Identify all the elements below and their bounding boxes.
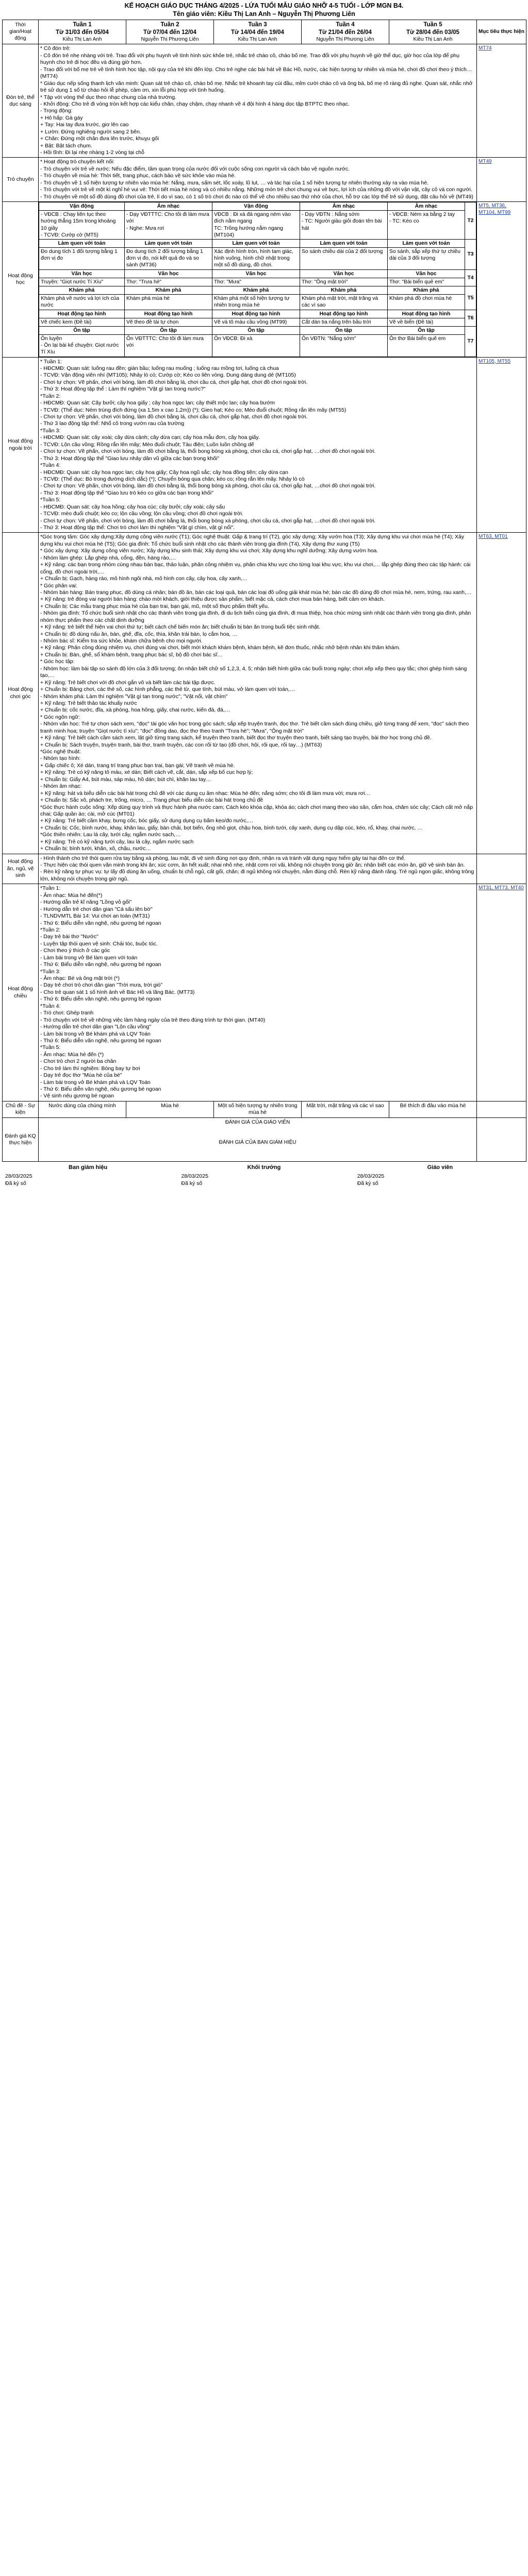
week-1-date: Từ 31/03 đến 05/04 (56, 29, 109, 36)
hdh-body-row (39, 335, 476, 357)
codes-header: Mục tiêu thực hiện (477, 20, 526, 44)
signature-principal-date: 28/03/2025 (5, 1173, 32, 1180)
content-line: + Chuẩn bị: Sắc xô, phách tre, trống, micro, … Trang phục biểu diễn các bài hát trong chủ đề (40, 797, 263, 804)
content-line: - Nhóm làm ghép: Lắp ghép nhà, cổng, đền, hàng rào,… (40, 554, 176, 561)
week-4-teacher: Nguyễn Thị Phương Liên (316, 36, 374, 42)
content-line: - Thứ 6: Biểu diễn văn nghệ, nêu gương bé ngoan (40, 996, 161, 1003)
hdh-subject: Ôn tập (39, 326, 125, 334)
chieu-label: Hoạt động chiều (3, 884, 39, 1101)
hdh-subject: Âm nhạc (388, 202, 465, 211)
content-line: *Tuần 2: (40, 926, 61, 933)
chu-de-week-5: Bé thích đi đâu vào mùa hè (389, 1101, 477, 1117)
content-line: *Góc thiên nhiên: Lau lá cây, tưới cây, ngắm nước sạch,… (40, 832, 181, 838)
hdh-day-tag: T2 (465, 202, 476, 240)
content-line: - Dạy trẻ chơi trò chơi dân gian "Trời mưa, trời gió" (40, 982, 163, 989)
content-line: + Kỹ năng: Trẻ biết cách cầm sách xem, lật giở từng trang sách, kể truyện theo tranh, biết đọc thơ truyện theo tranh, biết sáng tạo truyện, bài thơ học trong chủ đề. (40, 735, 432, 741)
signature-principal-role: Ban giám hiệu (69, 1164, 108, 1171)
week-4-label: Tuần 4 (336, 22, 355, 28)
chu-de-row (3, 1101, 526, 1117)
signature-teacher-role: Giáo viên (427, 1164, 453, 1171)
ngoai-troi-row (3, 357, 526, 533)
week-1-teacher: Kiều Thị Lan Anh (62, 36, 102, 42)
document-title (2, 2, 526, 20)
goc-row (3, 533, 526, 854)
chu-de-week-2: Mùa hè (126, 1101, 214, 1117)
content-line: - Trò chơi: Ghép tranh (40, 1010, 94, 1016)
content-line: + Kỹ năng: Trẻ biết cầm khay, bưng cốc, bóc giấy, sử dụng dụng cụ bấm kẹo/đo nước,… (40, 818, 254, 824)
content-line: - Trò chuyện về một số đồ dùng đồ chơi của trẻ, lí do vì sao, có 1 số trò chơi đc nào có thể về cho nhiều sao thứ nhớ của chơi, hỗ trợ các lớp thể trẻ sử dụng, đặt câu hỏi về (MT49) (40, 193, 473, 200)
hdh-subject: Khám phá (388, 286, 465, 295)
content-line: + Kỹ năng: trẻ biết thể hiện vai chơi thứ tự; biết cách chế biến món ăn; biết chuẩn bị bàn ăn trong buổi tiệc sinh nhật. (40, 624, 321, 631)
hdh-subject: Khám phá (39, 286, 125, 295)
hdh-subject: Làm quen với toán (300, 239, 388, 247)
content-line: - Hướng dẫn trẻ kĩ năng "Lồng vỏ gối" (40, 899, 132, 906)
content-line: - Âm nhạc: Bé và ông mặt trời (*) (40, 975, 120, 982)
content-line: + Kỹ năng: Phân công đúng nhiệm vụ, chơi đúng vai chơi, biết mời khách khám bệnh, khám bệnh, kê đơn thuốc, nhắc nhở bệnh nhân khi thăm khám. (40, 645, 401, 651)
content-line: * Góc ngôn ngữ: (40, 714, 80, 720)
content-line: - Hướng dẫn trẻ chơi dân gian "Cá sấu lên bờ" (40, 906, 153, 912)
content-line: *Góc thực hành cuộc sống: Xếp dùng quy trình và thực hành pha nước cam; Cách kéo khóa cặp, khóa áo; cách chơi mang theo vào sân, cắm hoa, chăm sóc cây; Cách cất mở nắp chai; Gấp quần áo; cài, mở cúc (MT01) (40, 804, 473, 817)
content-line: - Trò chuyện với trẻ về những việc làm hàng ngày của trẻ theo đúng trình tự thời gian. (MT40) (40, 1016, 266, 1023)
hdh-content (39, 202, 477, 357)
content-line: * Góc xây dựng: Xây dựng công viên nước; Xây dựng khu sinh thái; Xây dựng khu vui chơi; Xây dựng khu nghỉ dưỡng; Xây dựng vườn hoa. (40, 548, 378, 554)
an-ngu-content (39, 854, 477, 884)
week-3-teacher: Kiều Thị Lan Anh (238, 36, 277, 42)
hdh-head-row (39, 310, 476, 318)
content-line: + Chân: Đứng một chân đưa lên trước, khuỵu gối (40, 135, 159, 142)
signature-teacher (357, 1164, 523, 1187)
content-line: * Tuần 1: (40, 358, 62, 365)
signature-teacher-date: 28/03/2025 (357, 1173, 385, 1180)
signature-teacher-status: Đã ký số (357, 1180, 378, 1187)
content-line: - TCVĐ: (Thể dục: Ném trúng đích đứng (xa 1,5m x cao 1,2m)) (*); Gieo hạt; Kéo co; Mèo đuổi chuột; Rồng rắn lên mây (MT55) (40, 406, 346, 413)
content-line: - Trò chuyện về 1 số hiện tượng tự nhiên vào mùa hè: Nắng, mưa, sấm sét, lốc xoáy, lũ lụt, … và tác hại của 1 số hiện tượng tự nhiên thường xảy ra vào mùa hè. (40, 179, 429, 186)
week-5-label: Tuần 5 (423, 22, 442, 28)
hdh-activity: Khám phá mặt trời, mặt trăng và các vì sao (300, 295, 388, 310)
content-line: + Chuẩn bị: Bảng chơi, các thẻ số, các hình phẳng, các thẻ từ, que tính, bút màu, vở làm quen với toán,… (40, 686, 295, 693)
week-2-label: Tuần 2 (160, 22, 179, 28)
content-line: - Dạy trẻ đọc thơ "Mùa hè của bé" (40, 1072, 122, 1079)
hdh-body-row (39, 318, 476, 326)
plan-page (0, 0, 528, 1189)
hdh-activity: Ôn VĐCB: Đi xà (212, 335, 300, 357)
don-tre-row (3, 44, 526, 158)
goc-code (477, 533, 526, 854)
tro-chuyen-code (477, 158, 526, 202)
hdh-subject: Khám phá (300, 286, 388, 295)
content-line: * Giáo dục nếp sống thanh lịch văn minh: Quan sát trẻ chào cô, chào bố mẹ. Nhắc trẻ khoanh tay cúi đầu, mỉm cười chào cô và ông bà, bố mẹ rõ ràng đủ nghe. Quan sát, nhắc nhở trẻ sử dụng 1 số từ chào hỏi lễ phép, cảm ơn, xin lỗi phù hợp với tình huống. (40, 80, 473, 94)
hdh-activity: So sánh chiều dài của 2 đối tượng (300, 248, 388, 270)
content-line: - Thực hiện các thói quen văn minh trong khi ăn; xúc cơm, ăn hết xuất; nhai nhỏ nhẹ, nhặt cơm rơi vãi, không nói chuyện trong giờ ăn; nhận biết các món ăn, giữ vệ sinh bàn ăn. (40, 862, 465, 869)
content-line: * Góc học tập: (40, 658, 75, 665)
content-line: - HĐCMĐ: Quan sát: Cây bưởi; cây hoa giấy ; cây hoa ngọc lan; cây thiết mộc lan; cây hoa bướm (40, 400, 275, 406)
hdh-activity: - VĐCB : Chạy liên tục theo hướng thẳng 15m trong khoảng 10 giây - TCVĐ: Cướp cờ (MT5) (39, 211, 125, 240)
an-ngu-label: Hoạt động ăn, ngủ, vệ sinh (3, 854, 39, 884)
hdh-day-tag: T5 (465, 286, 476, 310)
hdh-activity: Thơ: "Mưa" (212, 278, 300, 286)
content-line: - HĐCMĐ: Quan sát: cây hoa hồng; cây hoa cúc; cây bưởi; cây xoài; cây sấu (40, 503, 225, 510)
hdh-subject: Văn học (388, 269, 465, 278)
content-line: *Góc trọng tâm: Góc xây dựng:Xây dựng công viên nước (T1); Góc nghệ thuật: Gấp & trang trí (T2), góc xây dựng; Xây vườn hoa (T3); Xây dựng khu vui chơi mùa hè (T4); Xây dựng khu vui chơi mùa hè (T5); Góc gia đình: Tổ chức buổi sinh nhật cho các thành viên trong gia đình (T4), Xây dựng thư xung (T5) (40, 534, 465, 547)
hdh-activity: Vẽ chiếc kem (Đề tài) (39, 318, 125, 326)
week-4-date: Từ 21/04 đến 26/04 (319, 29, 372, 36)
content-line: *Tuần 3: (40, 968, 61, 975)
hdh-subject: Làm quen với toán (125, 239, 212, 247)
tro-chuyen-label: Trò chuyện (3, 158, 39, 202)
content-line: * Hoạt động trò chuyện kết nối: (40, 159, 115, 165)
content-line: *Tuần 4: (40, 462, 61, 469)
content-line: - Âm nhạc: Mùa hè đến (*) (40, 1051, 104, 1058)
content-line: *Tuần 1: (40, 885, 61, 892)
content-line: + Tay: Hai tay đưa trước, giơ lên cao (40, 122, 129, 128)
hdh-activity: - Dạy VĐTN : Nắng sớm - TC: Người giàu giỏi đoán tên bài hát (300, 211, 388, 240)
signature-head-role: Khối trưởng (247, 1164, 281, 1171)
content-line: - Làm bài trong vở Bé làm quen với toán (40, 954, 138, 961)
content-line: - Chơi tự chọn: Vẽ phấn, chơi với bóng, làm đồ chơi bằng lá, thổi bong bóng xà phòng, chơi cầu cá, chơi gắp hạt, …chơi đồ chơi ngoài trời. (40, 448, 376, 455)
content-line: + Kỹ năng: hát và biểu diễn các bài hát trong chủ đề với các dụng cụ âm nhạc: Mùa hè đến; nắng sớm; cho tôi đi làm mưa với; mưa rơi… (40, 790, 371, 796)
content-line: - Rèn kỹ năng tự phục vụ: tự lấy đồ dùng ăn uống, chuẩn bị chỗ ngủ, cất gối, chăn; đi ngủ không nói chuyện, nằm đúng chỗ. Rèn kỹ năng đánh răng. Trẻ ngủ ngon giấc, không trông lớn, không nói chuyện trong giờ ngủ. (40, 869, 474, 882)
week-3-date: Từ 14/04 đến 19/04 (231, 29, 284, 36)
ngoai-troi-content (39, 357, 477, 533)
ngoai-troi-code-link[interactable]: MT105, MT55 (478, 358, 511, 364)
hdh-activity: Đo dung tích 2 đối tượng bằng 1 đơn vị đo, nói kết quả đo và so sánh (MT36) (125, 248, 212, 270)
content-line: + Chuẩn bị: cốc nước, đĩa, xà phòng, hoa hồng, giấy, chai nước, kiến đá, đá,… (40, 707, 230, 714)
signature-head (181, 1164, 346, 1187)
goc-label: Hoạt động chơi góc (3, 533, 39, 854)
content-line: - HĐCMĐ: Quan sát: cây hoa ngọc lan; cây hoa giấy; Cây hoa ngũ sắc; cây hoa đồng tiền; cây dừa cạn (40, 469, 288, 476)
hdh-activity: Thơ: "Trưa hè" (125, 278, 212, 286)
hdh-row (3, 202, 526, 357)
content-line: - TCVĐ: Vận động viên nhí (MT105); Nhảy lò cò; Cướp cờ; Kéo co liên vòng. Dung dàng dung dẻ (MT105) (40, 372, 296, 379)
content-line: *Tuần 5: (40, 1044, 61, 1051)
content-line: - Hướng dẫn trẻ chơi dân gian "Lộn cầu vồng" (40, 1024, 152, 1030)
hdh-activity: Cắt dán tia nắng trên bầu trời (300, 318, 388, 326)
content-line: + Chuẩn bị: Các mẫu trang phục mùa hè của bạn trai, bạn gái, mũ, một số thực phẩm thiết yếu. (40, 603, 269, 609)
week-3-label: Tuần 3 (248, 22, 267, 28)
tro-chuyen-code-link[interactable]: MT49 (478, 159, 492, 165)
hdh-subject: Hoạt động tạo hình (300, 310, 388, 318)
content-line: * Cô đón trẻ: (40, 45, 71, 52)
hdh-subject: Văn học (212, 269, 300, 278)
content-line: + Kỹ năng: Trẻ biết thảo tác khuấy nước (40, 700, 137, 706)
chieu-code-link[interactable]: MT31, MT73, MT40 (478, 885, 524, 891)
hdh-day-tag: T3 (465, 239, 476, 269)
content-line: + Kỹ năng: trẻ đóng vai người bán hàng: chào mời khách, giới thiệu được sản phẩm, biết mặc cả, cách chơi mua bán hàng, biết cảm ơn khách. (40, 596, 385, 603)
content-line: - Nhóm học: làm bài tập so sánh độ lớn của 3 đối tượng; ôn nhận biết chữ số 1,2,3, 4, 5; nhận biết hình giữa các buổi trong ngày; chơi xếp xếp theo quy tắc; chơi ghép hình sáng tạo,… (40, 665, 467, 679)
hdh-subject: Ôn tập (212, 326, 300, 334)
content-line: - Nhóm gia đình: Tổ chức buổi sinh nhật cho các thành viên trong gia đình, đi du lịch biển cùng gia đình, đi mua thiệp, hoa chúc mừng sinh nhật các thành viên trong gia đình, phân nhóm thực phẩm theo các chất dinh dưỡng (40, 610, 471, 623)
hdh-subject: Vận động (212, 202, 300, 211)
corner-cell: Thời gian/Hoạt động (3, 20, 39, 44)
hdh-subject: Khám phá (212, 286, 300, 295)
goc-content (39, 533, 477, 854)
week-1-label: Tuần 1 (73, 22, 92, 28)
hdh-activity: Ôn VĐTN: "Nắng sớm" (300, 335, 388, 357)
hdh-activity: Khám phá về nước và lợi ích của nước (39, 295, 125, 310)
hdh-activity: So sánh, sắp xếp thứ tự chiều dài của 3 đối tượng (388, 248, 465, 270)
an-ngu-row (3, 854, 526, 884)
tro-chuyen-content (39, 158, 477, 202)
content-line: + Bật: Bật tách chụm. (40, 142, 92, 149)
content-line: - Trò chuyện với trẻ về một kì nghỉ hè vui vẻ: Thời tiết mùa hè nóng và có nhiều nắng. Những món trẻ chơi chung vui vẻ bực, lợi ích của những đồ với vận vật, cây cỏ và con người. (40, 187, 472, 193)
chu-de-label: Chủ đề - Sự kiện (3, 1101, 39, 1117)
hdh-subject: Hoạt động tạo hình (212, 310, 300, 318)
content-line: - Nhóm bác sĩ: Kiểm tra sức khỏe, khám chữa bệnh cho mọi người. (40, 638, 203, 645)
hdh-subject: Khám phá (125, 286, 212, 295)
content-line: - Nhóm bán hàng: Bán trang phục, đồ dùng cá nhân; bán đồ ăn, bán các loại quả, bán các loại đồ uống giải khát mùa hè; bán các đồ dùng đồ chơi mùa hè, nem, trứng, rau xanh,… (40, 589, 472, 596)
hdh-activity: Truyện: "Giọt nước Tí Xíu" (39, 278, 125, 286)
content-line: - Chơi tự chọn: Vẽ phấn, chơi với bóng, làm đồ chơi bằng lá, chơi cầu cá, chơi gắp hạt, chơi đồ chơi ngoài trời. (40, 414, 308, 420)
content-line: - TCVĐ: mèo đuổi chuột; kéo co; lộn cầu vồng; lộn cầu vồng; chơi đồ chơi ngoài trời. (40, 511, 244, 517)
content-line: - Trọng động: (40, 108, 73, 114)
content-line: *Tuần 5: (40, 497, 61, 503)
hdh-subject: Làm quen với toán (39, 239, 125, 247)
hdh-activity: VĐCB : Đi xà đá ngang ném vào đích nằm ngang TC: Trồng hướng nằm ngang (MT104) (212, 211, 300, 240)
content-line: - Chơi tự chọn: Vẽ phấn, chơi với bóng, làm đồ chơi bằng lá, chơi cầu cá, chơi gắp hạt, chơi đồ chơi ngoài trời. (40, 379, 308, 385)
hdh-subject: Văn học (300, 269, 388, 278)
content-line: - Nhóm âm nhạc: (40, 783, 82, 790)
hdh-activity: - Dạy VĐTTTC: Cho tôi đi làm mưa với - Nghe: Mưa rơi (125, 211, 212, 240)
hdh-subject: Âm nhạc (300, 202, 388, 211)
danh-gia-code (477, 1117, 526, 1162)
don-tre-code-link[interactable]: MT74 (478, 45, 492, 52)
danh-gia-row (3, 1117, 526, 1162)
header-row (3, 20, 526, 44)
content-line: - Chơi theo ý thích ở các góc (40, 947, 110, 954)
hdh-subject: Ôn tập (388, 326, 465, 334)
chu-de-week-3: Một số hiện tượng tự nhiên trong mùa hè (214, 1101, 302, 1117)
hdh-subject: Làm quen với toán (388, 239, 465, 247)
content-line: + Gấp chiếc ô; Xé dán, trang trí trang phục bạn trai, bạn gái; Vẽ tranh về mùa hè. (40, 762, 235, 769)
hdh-activity: Vẽ theo đề tài tự chọn (125, 318, 212, 326)
content-line: - Chơi tự chọn: Vẽ phấn, chơi với bóng, làm đồ chơi bằng lá, thổi bong bóng xà phòng, chơi cầu cá, chơi gắp hạt, …chơi đồ chơi ngoài trời. (40, 483, 376, 489)
content-line: + Chuẩn bị: Bàn, ghế, sổ khám bệnh, trang phục bác sĩ, bộ đồ chơi bác sĩ… (40, 651, 223, 658)
week-5-teacher: Kiều Thị Lan Anh (413, 36, 453, 42)
title-line-2: Tên giáo viên: Kiều Thị Lan Anh – Nguyễn Thị Phương Liên (173, 10, 355, 18)
chieu-code (477, 884, 526, 1101)
content-line: - Cho trẻ làm thí nghiệm: Bóng bay tự bơi (40, 1065, 140, 1072)
danh-gia-label: Đánh giá KQ thực hiện (3, 1117, 39, 1162)
hdh-activity: Thơ: "Bài biển quê em" (388, 278, 465, 286)
hdh-subject: Hoạt động tạo hình (388, 310, 465, 318)
content-line: - Làm bài trong vở Bé khám phá và LQV Toán (40, 1079, 151, 1086)
hdh-subject: Hoạt động tạo hình (39, 310, 125, 318)
content-line: - Cho trẻ quan sát 1 số hình ảnh về Bác Hồ và lăng Bác. (MT73) (40, 989, 195, 995)
week-3-header (214, 20, 302, 44)
content-line: - Thứ 3 lao động tập thể: Nhổ cỏ trong vườn rau của trường (40, 420, 185, 427)
hdh-activity: Thơ: "Ông mặt trời" (300, 278, 388, 286)
content-line: + Chuẩn bị: đồ dùng nấu ăn, bàn, ghế, đĩa, cốc, thìa, khăn trải bàn, lọ cắm hoa, … (40, 631, 238, 637)
hdh-schedule-table (39, 202, 476, 357)
content-line: - Thứ 6: Biểu diễn văn nghệ, nêu gương bé ngoan (40, 961, 161, 968)
content-line: - Trao đổi với bố mẹ trẻ về tình hình học tập, nội quy của trẻ khi đến lớp. Cho trẻ nghe các bài hát về Bác Hồ, nước, các hiện tượng tự nhiên và mùa hè, chơi đồ chơi theo ý thích… (MT74) (40, 66, 472, 80)
title-line-1: KẾ HOẠCH GIÁO DỤC THÁNG 4/2025 - LỨA TUỔI MẪU GIÁO NHỠ 4-5 TUỔI - LỚP MGN B4. (124, 2, 404, 9)
content-line: - Hình thành cho trẻ thói quen rửa tay bằng xà phòng, lau mặt, đi vệ sinh đúng nơi quy định, nhận ra và tránh vật dụng nguy hiểm gây tai hại đến cơ thể. (40, 855, 406, 861)
week-4-header (302, 20, 389, 44)
content-line: - Nhóm khám phá: Làm thí nghiệm "Vật gì tan trong nước"; "Vật nổi, vật chìm" (40, 693, 228, 700)
week-5-header (389, 20, 477, 44)
chu-de-week-1: Nước dùng của chúng mình (39, 1101, 126, 1117)
hdh-day-tag: T4 (465, 269, 476, 286)
content-line: + Kỹ năng: Trẻ biết chơi với đồ chơi gắn vô và biết làm các bài tập được. (40, 679, 216, 686)
hdh-activity: Ôn thơ Bài biển quê em (388, 335, 465, 357)
hdh-body-row (39, 211, 476, 240)
ngoai-troi-code (477, 357, 526, 533)
hdh-head-row (39, 286, 476, 295)
hdh-body-row (39, 295, 476, 310)
content-line: + Lườn: Đứng nghiêng người sang 2 bên. (40, 128, 141, 135)
content-line: - Âm nhạc: Mùa hè đến(*) (40, 892, 103, 899)
hdh-activity: Đo dung tích 1 đối tượng bằng 1 đơn vị đo (39, 248, 125, 270)
content-line: + Chuẩn bị: Gạch, hàng rào, mô hình ngôi nhà, mô hình con cây, cây hoa, cây xanh,… (40, 575, 248, 582)
hdh-body-row (39, 278, 476, 286)
content-line: - HĐCMĐ: Quan sát: cây xoài; cây dừa cảnh; cây dừa cạn; cây hoa mẫu đơn, cây hoa giấy. (40, 434, 260, 441)
hdh-subject: Ôn tập (300, 326, 388, 334)
content-line: - TCVĐ: (Thể dục: Bò trong đường dích dắc) (*); Chuyển bóng qua chân; kéo co; rồng rắn lên mây. Nhảy lò cò (40, 476, 305, 482)
content-line: - TCVĐ: Lộn cầu vồng; Rồng rắn lên mây; Mèo đuổi chuột; Tàu điện; Luồn luồn chồng dế (40, 441, 254, 448)
hdh-activity: - VĐCB: Ném xa bằng 2 tay - TC: Kéo co (388, 211, 465, 240)
hdh-activity: Xác định hình tròn, hình tam giác, hình vuông, hình chữ nhật trong một số đồ dùng, đồ chơi. (212, 248, 300, 270)
content-line: *Góc nghệ thuật: (40, 749, 81, 755)
week-2-teacher: Nguyễn Thị Phương Liên (141, 36, 199, 42)
hdh-subject: Hoạt động tạo hình (125, 310, 212, 318)
hdh-subject: Âm nhạc (125, 202, 212, 211)
content-line: * Góc phân vai: (40, 582, 77, 589)
content-line: - Trò chuyện với trẻ về nước: Nếu đặc điểm, tầm quan trọng của nước đối với cuộc sống con người và cách bảo vệ nguồn nước. (40, 165, 350, 172)
danh-gia-board: ĐÁNH GIÁ CỦA BAN GIÁM HIỆU (219, 1139, 296, 1145)
chu-de-week-4: Mặt trời, mặt trăng và các vì sao (302, 1101, 389, 1117)
hdh-day-tag: T6 (465, 310, 476, 326)
content-line: - Thứ 3: Hoạt động tập thể: Chơi trò chơi làm thí nghiệm "Vật gì chìm, vật gì nổi". (40, 524, 235, 531)
hdh-code-link[interactable]: MT5, MT36, MT104, MT99 (478, 203, 511, 215)
hdh-activity: Khám phá một số hiện tượng tự nhiên trong mùa hè (212, 295, 300, 310)
hdh-body-row (39, 248, 476, 270)
content-line: - Thứ 3: Hoạt động tập thể : Làm thí nghiệm "Vật gì tan trong nước?" (40, 386, 206, 393)
hdh-activity: Khám phá mùa hè (125, 295, 212, 310)
content-line: * Tập với vòng thể dục theo nhạc chung của nhà trường. (40, 94, 177, 100)
chieu-content (39, 884, 477, 1101)
content-line: - Thứ 3: Hoạt động tập thể "Giao lưu trò kéo co giữa các bạn trong khối" (40, 489, 213, 496)
tro-chuyen-row (3, 158, 526, 202)
content-line: + Chuẩn bị: Giấy A4, bút màu, sáp màu, hồ dán; bút chì, khăn lau tay… (40, 776, 211, 783)
chieu-row (3, 884, 526, 1101)
content-line: + Kỹ năng: Trẻ có kỹ năng tưới cây, lau lá cây, ngắm nước sạch (40, 838, 194, 845)
signature-principal (5, 1164, 171, 1187)
hdh-activity: Khám phá đồ chơi mùa hè (388, 295, 465, 310)
content-line: - Thứ 6: Biểu diễn văn nghệ, nêu gương bé ngoan (40, 920, 161, 926)
hdh-head-row (39, 202, 476, 211)
danh-gia-teacher: ĐÁNH GIÁ CỦA GIÁO VIÊN (225, 1119, 290, 1125)
chu-de-code (477, 1101, 526, 1117)
hdh-activity: Ôn luyện - Ôn lại bài kể chuyện: Giọt nước Tí Xíu (39, 335, 125, 357)
hdh-head-row (39, 269, 476, 278)
week-1-header (39, 20, 126, 44)
content-line: - Trò chuyện về mùa hè: Thời tiết, trang phục, cách bảo vệ sức khỏe vào mùa hè. (40, 173, 236, 179)
hdh-subject: Văn học (39, 269, 125, 278)
week-2-date: Từ 07/04 đến 12/04 (143, 29, 196, 36)
content-line: - Luyện tập thói quen vệ sinh: Chải tóc, buộc tóc. (40, 940, 158, 947)
content-line: + Chuẩn bị: bình tưới, khăn, xô, chậu, nước… (40, 845, 151, 852)
content-line: *Tuần 4: (40, 1003, 61, 1009)
signature-principal-status: Đã ký số (5, 1180, 26, 1187)
hdh-activity: Vẽ về biển (Đề tài) (388, 318, 465, 326)
week-5-date: Từ 28/04 đến 03/05 (406, 29, 459, 36)
hdh-activity: Vẽ và tô màu cầu vồng (MT99) (212, 318, 300, 326)
content-line: - Thứ 3: Hoạt động tập thể "Giao lưu nhảy dân vũ giữa các bạn trong khối" (40, 455, 220, 462)
content-line: + Hô hấp: Gà gáy (40, 114, 83, 121)
content-line: + Kỹ năng: các bạn trong nhóm cùng nhau bàn bạc, thảo luận, phân công nhiệm vụ, phân chia khu vực cho từng loại khu vực, khu vui chơi,… lắp ghép đúng theo các tập hành: cái cổng, đồ chơi ngoài trời,… (40, 562, 471, 575)
content-line: - Thứ 6: Biểu diễn văn nghệ, nêu gương bé ngoan (40, 1037, 161, 1044)
content-line: - Chơi tự chọn: Vẽ phấn, chơi với bóng, làm đồ chơi bằng lá, thổi bong bóng xà phòng, chơi cầu cá, chơi gắp hạt, …chơi đồ chơi ngoài trời. (40, 517, 376, 524)
plan-table (2, 20, 526, 1162)
week-2-header (126, 20, 214, 44)
hdh-subject: Ôn tập (125, 326, 212, 334)
content-line: + Kỹ năng: Trẻ có kỹ năng tô màu, xé dán; Biết cách vẽ, cắt, dán, sắp xếp bố cục hợp lý; (40, 769, 253, 776)
content-line: - Dạy trẻ bài thơ "Nước" (40, 934, 98, 940)
content-line: - Thứ 6: Biểu diễn văn nghệ, nêu gương bé ngoan (40, 1086, 161, 1093)
content-line: + Chuẩn bị: Sách truyện, truyện tranh, bài thơ, tranh truyện, các con rối từ tạo (đồ chơi, hội, rối que, rối tay…) (MT63) (40, 741, 322, 748)
content-line: - Nhóm tạo hình: (40, 755, 81, 762)
content-line: - Cô đón trẻ nhẹ nhàng với trẻ. Trao đổi với phụ huynh về tình hình sức khỏe trẻ, nhắc trẻ chào cô, chào bố mẹ. Trao đổi với phụ huynh về giờ thể dục, giờ học của lớp để phụ huynh cho trẻ đi học đều và đúng giờ hơn. (40, 52, 459, 66)
content-line: - Hồi tĩnh: Đi lại nhẹ nhàng 1-2 vòng tại chỗ (40, 149, 144, 156)
signature-head-date: 28/03/2025 (181, 1173, 208, 1180)
signature-block (2, 1162, 526, 1187)
content-line: - Làm bài trong vở Bé khám phá và LQV Toán (40, 1030, 151, 1037)
ngoai-troi-label: Hoạt động ngoài trời (3, 357, 39, 533)
content-line: - TLNDVMTL Bài 14: Vui chơi an toàn (MT31) (40, 913, 150, 920)
signature-head-status: Đã ký số (181, 1180, 203, 1187)
content-line: - Vệ sinh nêu gương bé ngoan (40, 1093, 114, 1099)
hdh-subject: Làm quen với toán (212, 239, 300, 247)
content-line: - Nhóm văn học: Trẻ tự chọn sách xem, "đọc" tài góc văn học trong góc sách; sắp xếp truyện tranh, đọc thơ. Trẻ biết cầm sách đúng chiều, giở từng trang để xem, "đọc" sách theo tranh minh họa; truyện "Giọt nước tí xíu"; "đọc" đồng dao, đọc thơ theo tranh "Trưa hè"; "Mưa", "Ông mặt trời" (40, 721, 469, 734)
hdh-label: Hoạt động học (3, 202, 39, 357)
content-line: + Chuẩn bị: Cốc, bình nước, khay, khăn lau, giấy, bàn chải, bọt biển, ống nhỏ giọt, chậu hoa, bình tưới, cây xanh, dụng cụ dập cúc, kéo, rổ, khay, chai nước, … (40, 824, 423, 831)
don-tre-content (39, 44, 477, 158)
content-line: *Tuần 3: (40, 427, 61, 434)
content-line: - Chơi trò chơi 2 người ba chân (40, 1058, 117, 1065)
content-line: *Tuần 2: (40, 393, 61, 399)
content-line: - HĐCMĐ: Quan sát: luống rau đền; giàn bầu; luống rau muống ; luống rau mồng tơi, luống cà chua (40, 365, 279, 371)
hdh-code (477, 202, 526, 357)
hdh-head-row (39, 239, 476, 247)
hdh-head-row (39, 326, 476, 334)
hdh-subject: Vận động (39, 202, 125, 211)
hdh-subject: Văn học (125, 269, 212, 278)
don-tre-code (477, 44, 526, 158)
an-ngu-code (477, 854, 526, 884)
hdh-day-tag: T7 (465, 326, 476, 357)
hdh-activity: Ôn VĐTTTC: Cho tôi đi làm mưa với (125, 335, 212, 357)
content-line: - Khởi động: Cho trẻ đi vòng tròn kết hợp các kiểu chân, chạy chậm, chạy nhanh về 4 đội hình 4 hàng dọc tập BTPTC theo nhạc. (40, 100, 350, 107)
goc-code-link[interactable]: MT63, MT01 (478, 534, 508, 540)
danh-gia-content (39, 1117, 477, 1162)
don-tre-label: Đón trẻ, thể dục sáng (3, 44, 39, 158)
